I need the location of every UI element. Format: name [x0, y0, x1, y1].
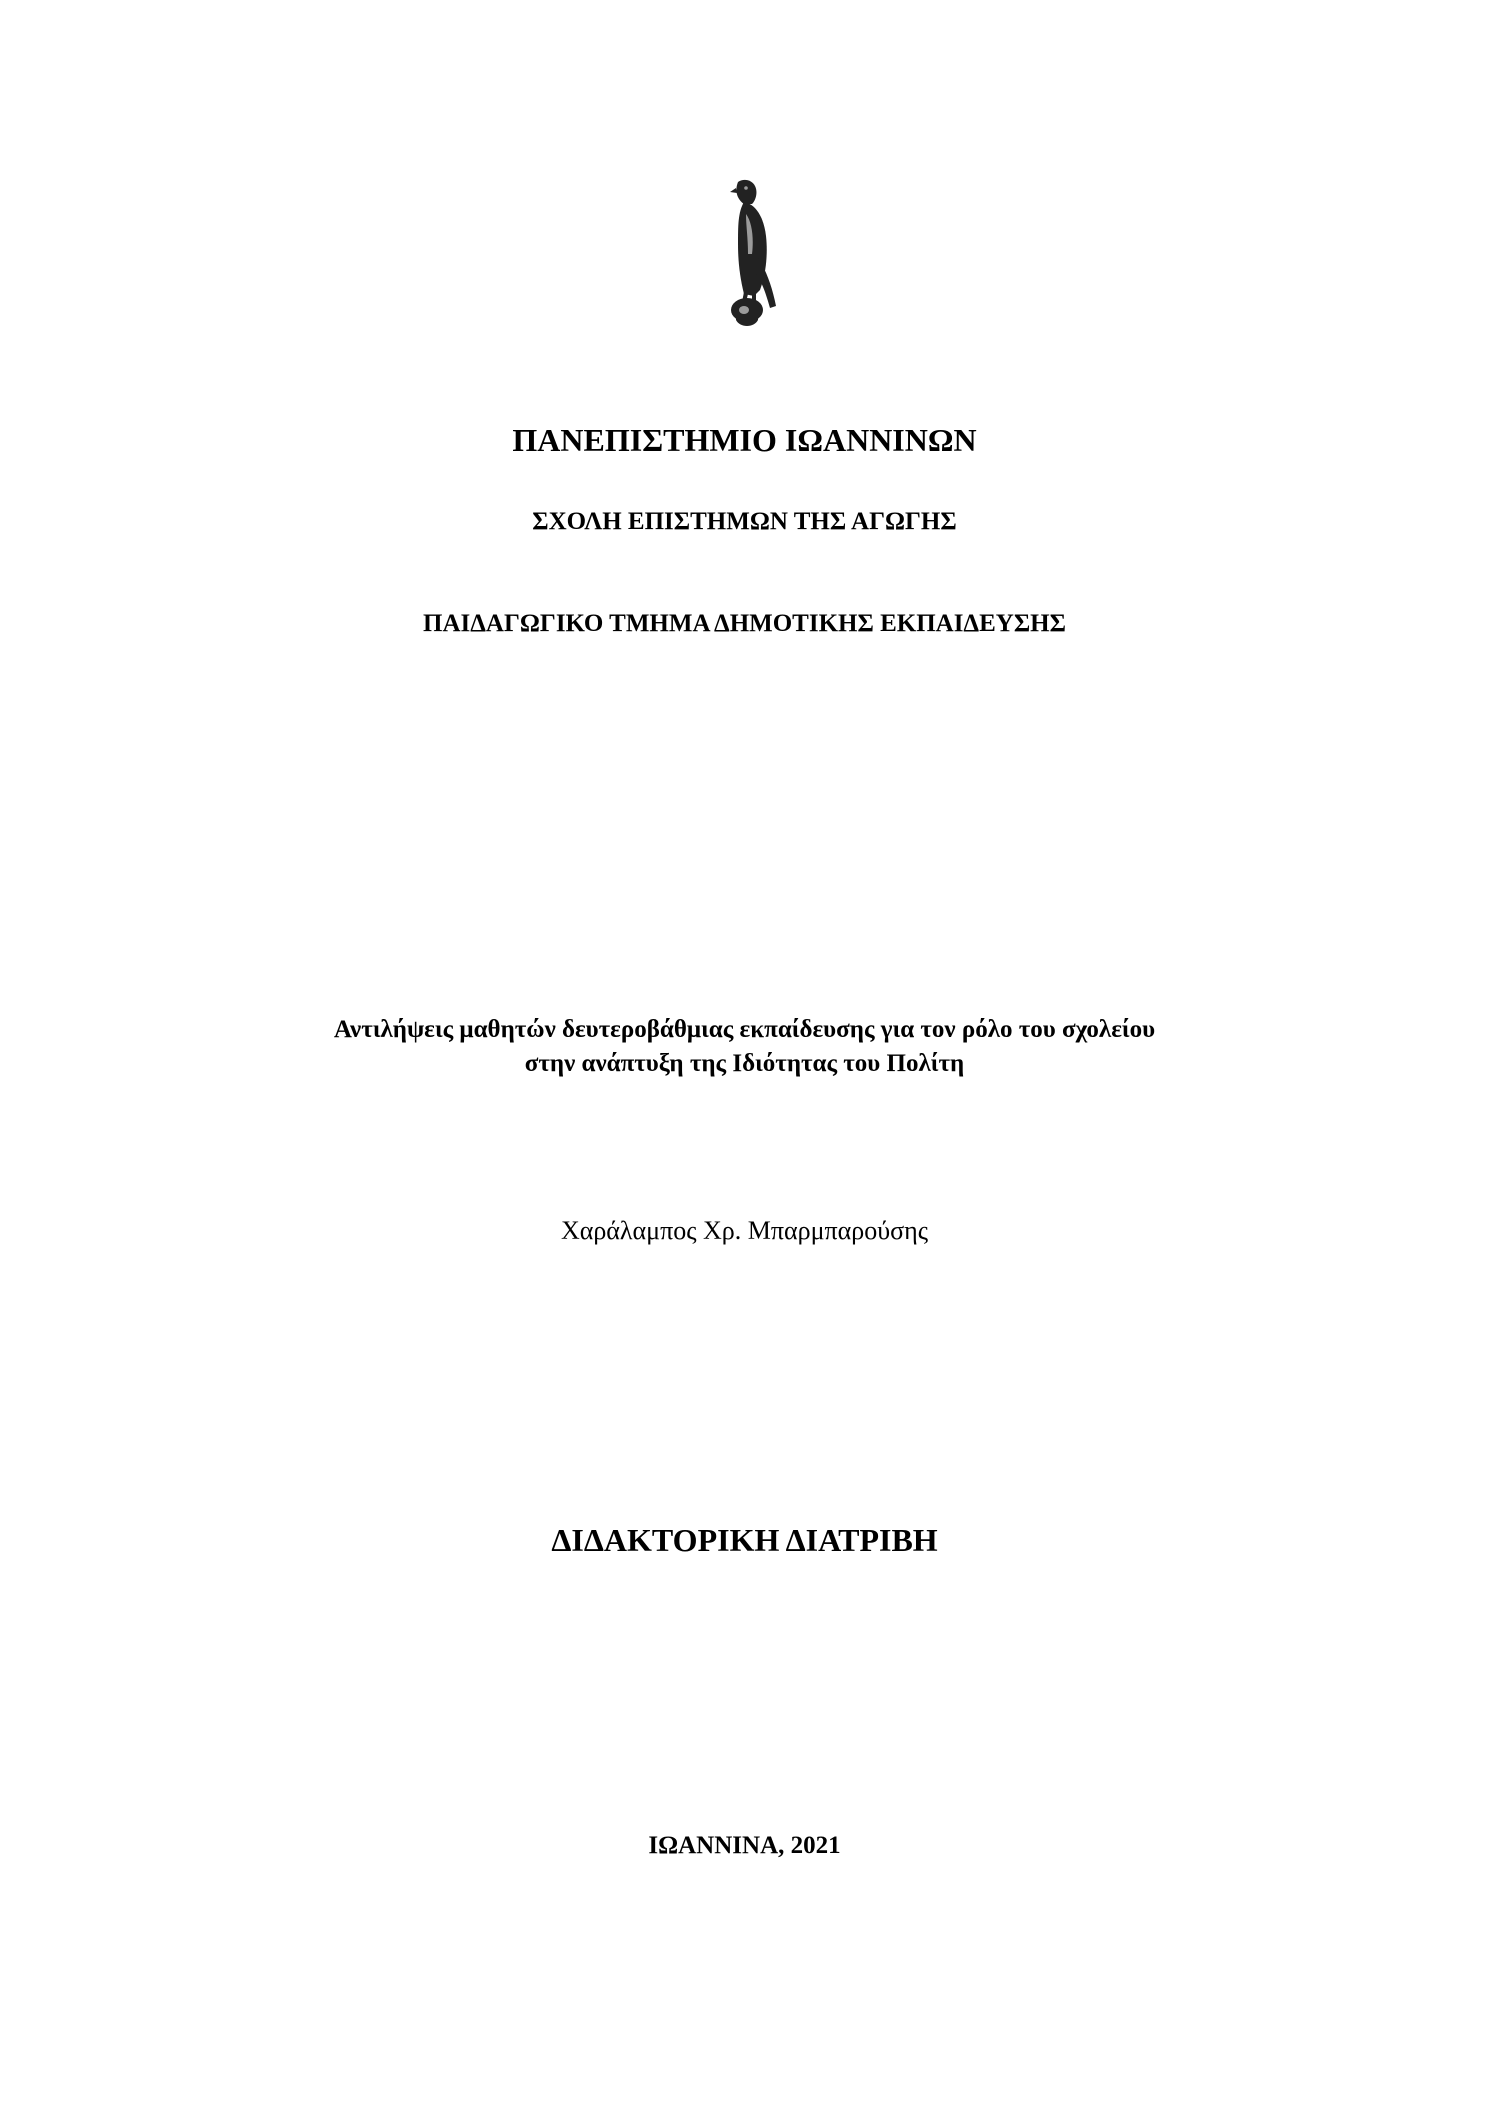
school-name: ΣΧΟΛΗ ΕΠΙΣΤΗΜΩΝ ΤΗΣ ΑΓΩΓΗΣ: [532, 508, 957, 535]
document-type: ΔΙΔΑΚΤΟΡΙΚΗ ΔΙΑΤΡΙΒΗ: [551, 1522, 938, 1558]
university-name: ΠΑΝΕΠΙΣΤΗΜΙΟ ΙΩΑΝΝΙΝΩΝ: [512, 422, 977, 458]
thesis-title-line-1: Αντιλήψεις μαθητών δευτεροβάθμιας εκπαίδευσης για τον ρόλο του σχολείου: [333, 1016, 1156, 1043]
author-name: Χαράλαμπος Χρ. Μπαρμπαρούσης: [560, 1216, 929, 1245]
thesis-title-line-2: στην ανάπτυξη της Ιδιότητας του Πολίτη: [524, 1050, 965, 1077]
owl-emblem-icon: [700, 178, 790, 328]
place-and-date: ΙΩΑΝΝΙΝΑ, 2021: [648, 1832, 841, 1859]
department-name: ΠΑΙΔΑΓΩΓΙΚΟ ΤΜΗΜΑ ΔΗΜΟΤΙΚΗΣ ΕΚΠΑΙΔΕΥΣΗΣ: [423, 610, 1066, 637]
